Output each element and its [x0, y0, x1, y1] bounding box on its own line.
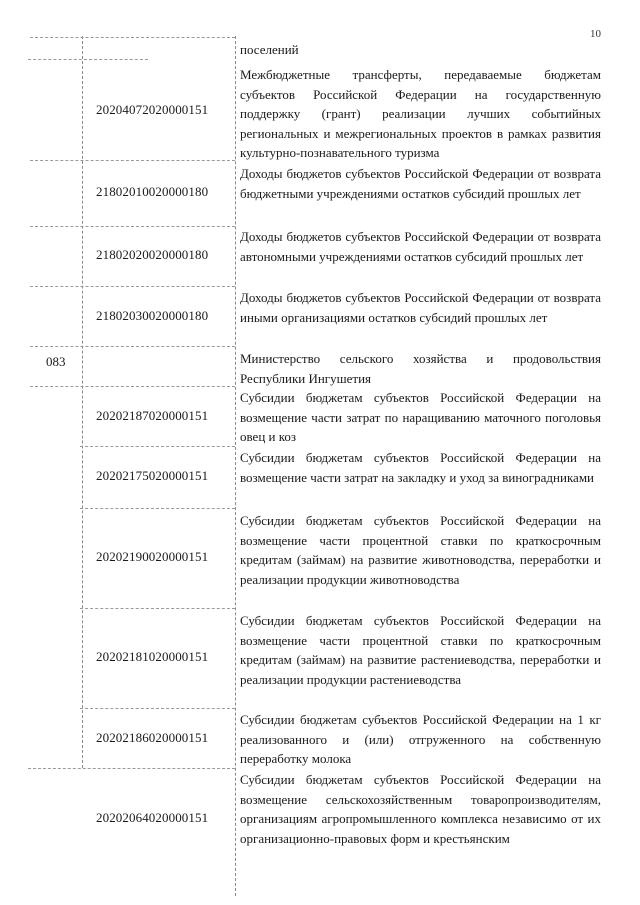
row-rule — [80, 446, 235, 447]
income-code: 20204072020000151 — [96, 102, 209, 117]
row-description: Субсидии бюджетам субъектов Российской Федерации на возмещение части затрат на закладку и уход за виноградниками — [240, 450, 601, 485]
income-code: 20202064020000151 — [96, 810, 209, 825]
income-code: 20202186020000151 — [96, 730, 209, 745]
top-rule — [30, 37, 235, 38]
row-description: Доходы бюджетов субъектов Российской Федерации от возврата автономными учреждениями остатков субсидий прошлых лет — [240, 229, 601, 264]
row-rule — [30, 386, 235, 387]
row-description: Межбюджетные трансферты, передаваемые бюджетам субъектов Российской Федерации на государственную поддержку (грант) реализации лучших событийных региональных и межрегиональных проектов в рамках развития культурно-познавательного туризма — [240, 67, 601, 160]
admin-code: 083 — [46, 354, 66, 369]
row-rule — [28, 59, 148, 60]
income-code: 20202181020000151 — [96, 649, 209, 664]
row-rule — [30, 286, 235, 287]
row-rule — [30, 160, 235, 161]
row-rule — [80, 708, 235, 709]
income-code: 20202187020000151 — [96, 408, 209, 423]
row-description: поселений — [240, 42, 299, 57]
income-code: 21802010020000180 — [96, 184, 209, 199]
row-description: Субсидии бюджетам субъектов Российской Федерации на возмещение части процентной ставки по краткосрочным кредитам (займам) на развитие растениеводства, переработки и реализации продукции растениеводства — [240, 613, 601, 687]
column-divider-left — [82, 36, 83, 768]
row-rule — [28, 768, 235, 769]
column-divider-right — [235, 36, 236, 896]
row-description: Субсидии бюджетам субъектов Российской Федерации на 1 кг реализованного и (или) отгруженного на собственную переработку молока — [240, 712, 601, 766]
row-description: Субсидии бюджетам субъектов Российской Федерации на возмещение сельскохозяйственным товаропроизводителям, организациям агропромышленного комплекса независимо от их организационно-правовых форм и крестьянским — [240, 772, 601, 846]
row-description: Субсидии бюджетам субъектов Российской Федерации на возмещение части затрат по наращиванию маточного поголовья овец и коз — [240, 390, 601, 444]
income-code: 20202175020000151 — [96, 468, 209, 483]
row-description: Министерство сельского хозяйства и продовольствия Республики Ингушетия — [240, 351, 601, 386]
page-number: 10 — [590, 28, 601, 40]
row-rule — [30, 226, 235, 227]
row-rule — [80, 608, 235, 609]
income-code: 20202190020000151 — [96, 549, 209, 564]
row-description: Субсидии бюджетам субъектов Российской Федерации на возмещение части процентной ставки по краткосрочным кредитам (займам) на развитие животноводства, переработки и реализации продукции животноводства — [240, 513, 601, 587]
row-description: Доходы бюджетов субъектов Российской Федерации от возврата бюджетными учреждениями остатков субсидий прошлых лет — [240, 166, 601, 201]
income-code: 21802020020000180 — [96, 247, 209, 262]
income-code: 21802030020000180 — [96, 308, 209, 323]
row-rule — [80, 508, 235, 509]
row-rule — [30, 346, 235, 347]
row-description: Доходы бюджетов субъектов Российской Федерации от возврата иными организациями остатков субсидий прошлых лет — [240, 290, 601, 325]
